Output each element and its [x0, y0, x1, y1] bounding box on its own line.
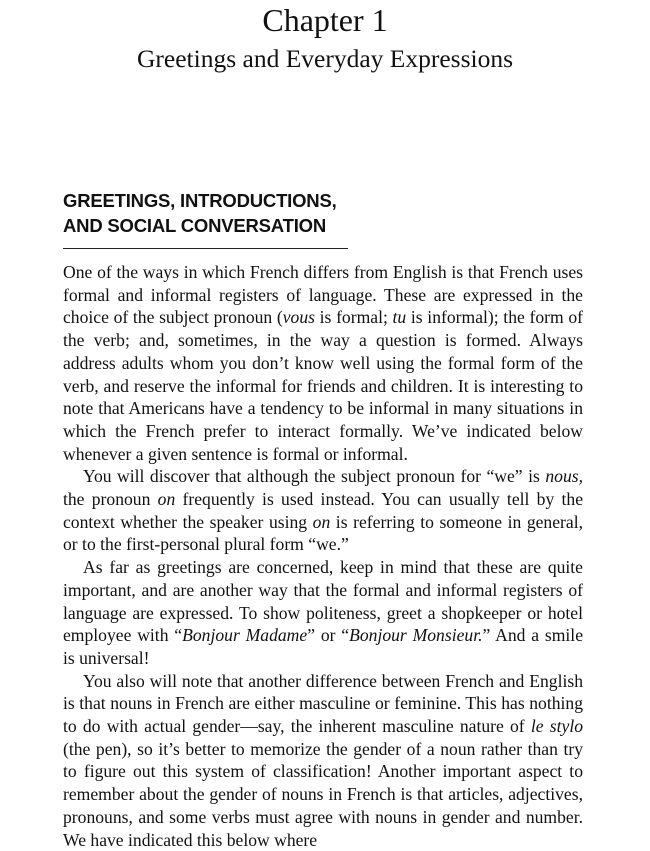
text-span: One of the ways in which French differs from English is that French uses formal and informal registers of language. These are expressed in the choice of the subject pronoun (	[63, 262, 583, 328]
french-term-le-stylo: le stylo	[530, 716, 584, 737]
text-span: You also will note that another difference between French and English is that nouns in French are either masculine or feminine. This has nothing to do with actual gender—say, the inherent masculine nature of	[63, 670, 583, 737]
text-span: frequently is used instead. You can usually tell by the context whether the speaker using	[63, 489, 584, 532]
body-text	[63, 261, 583, 851]
text-span: ” or “	[307, 625, 350, 646]
french-term-bonjour-madame: Bonjour Madame	[182, 625, 308, 646]
french-term-tu: tu	[392, 307, 407, 328]
text-span: You will discover that although the subject pronoun for “we” is	[83, 466, 546, 487]
text-span: the pronoun	[63, 489, 158, 510]
paragraph-nous-on	[63, 465, 583, 556]
text-span: is informal); the form of the verb; and, sometimes, in the way a question is formed. Always address adults whom you don’t know well using the formal form of the verb, and reserve the informal for friends and children. It is interesting to note that Americans have a tendency to be informal in many situations in which the French prefer to interact formally. We’ve indicated below whenever a given sentence is formal or informal.	[63, 307, 584, 464]
text-span: As far as greetings are concerned, keep in mind that these are quite important, and are another way that the formal and informal registers of language are expressed. To show politeness, greet a shopkeeper or hotel employee with “	[63, 557, 583, 646]
french-term-nous: nous,	[545, 466, 583, 487]
section-underline-divider	[63, 248, 348, 249]
paragraph-formal-informal	[63, 261, 583, 465]
text-span: is formal;	[315, 307, 393, 328]
text-span: ” And a smile is universal!	[63, 625, 584, 668]
text-span: is referring to someone in general, or to the first-personal plural form “we.”	[63, 511, 583, 555]
chapter-title: Greetings and Everyday Expressions	[136, 44, 514, 73]
paragraph-greetings	[63, 556, 583, 670]
section-heading	[63, 188, 393, 238]
french-term-vous: vous	[282, 307, 315, 328]
french-term-on: on	[312, 511, 331, 532]
chapter-number: Chapter 1	[262, 2, 388, 38]
paragraph-noun-gender	[63, 670, 583, 851]
section-heading-line-2: AND SOCIAL CONVERSATION	[63, 215, 326, 236]
section-heading-line-1: GREETINGS, INTRODUCTIONS,	[63, 190, 337, 211]
text-span: (the pen), so it’s better to memorize the gender of a noun rather than try to figure out this system of classification! Another important aspect to remember about the gender of nouns in French is that articles, adjectives, pronouns, and some verbs must agree with nouns in gender and number. We have indicated this below where	[63, 738, 583, 850]
french-term-bonjour-monsieur: Bonjour Monsieur.	[349, 625, 483, 646]
french-term-on: on	[157, 489, 176, 510]
